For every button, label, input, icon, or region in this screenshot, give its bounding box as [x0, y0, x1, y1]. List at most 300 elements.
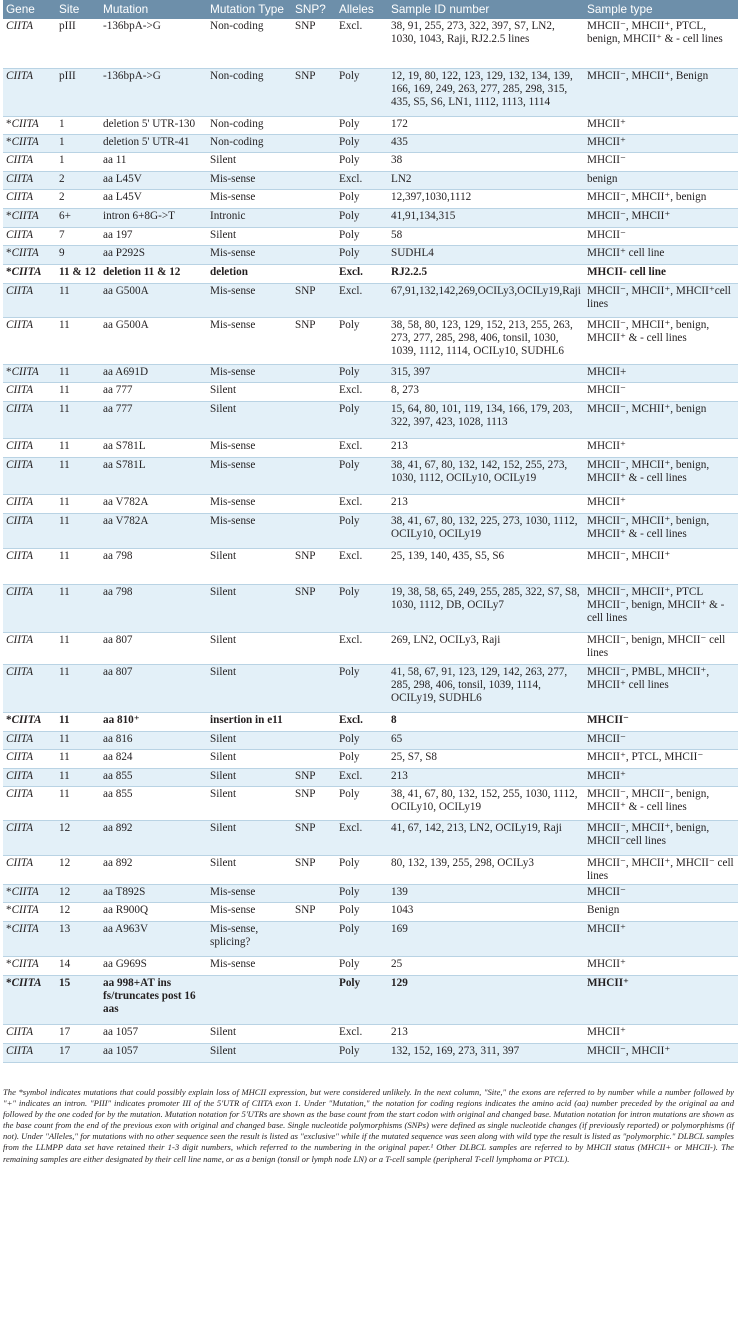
unlikely-marker: * — [6, 265, 12, 278]
header-mutation: Mutation — [100, 0, 207, 19]
cell-sample-type: MHCII⁻, MHCII⁺ — [584, 548, 738, 584]
cell-mutation: aa T892S — [100, 884, 207, 902]
header-alleles: Alleles — [336, 0, 388, 19]
cell-sample-type: MHCII⁺ cell line — [584, 245, 738, 264]
cell-mutation: intron 6+8G->T — [100, 208, 207, 227]
cell-mutation-type: Non-coding — [207, 68, 292, 116]
cell-gene — [3, 731, 56, 749]
cell-mutation: aa 816 — [100, 731, 207, 749]
cell-gene — [3, 283, 56, 317]
table-body — [3, 19, 738, 1062]
gene-name: CIITA — [11, 209, 39, 222]
cell-sample-type: MHCII⁻, benign, MHCII⁻ cell lines — [584, 632, 738, 664]
cell-alleles: Poly — [336, 227, 388, 245]
cell-gene — [3, 382, 56, 401]
cell-snp — [292, 749, 336, 768]
cell-sample-ids: 41, 58, 67, 91, 123, 129, 142, 263, 277, 285, 298, 406, tonsil, 1039, 1114, OCILy19, SUDHL6 — [388, 664, 584, 712]
cell-mutation: aa 798 — [100, 548, 207, 584]
gene-name: CIITA — [6, 769, 34, 782]
table-row — [3, 227, 738, 245]
cell-sample-ids: 25, 139, 140, 435, S5, S6 — [388, 548, 584, 584]
cell-snp — [292, 712, 336, 731]
table-row — [3, 664, 738, 712]
table-row — [3, 956, 738, 975]
table-row — [3, 264, 738, 283]
gene-name: CIITA — [6, 821, 34, 834]
cell-gene — [3, 513, 56, 548]
cell-sample-type: MHCII⁻ — [584, 712, 738, 731]
gene-name: CIITA — [6, 228, 34, 241]
cell-snp — [292, 457, 336, 494]
cell-alleles: Poly — [336, 317, 388, 364]
gene-name: CIITA — [6, 458, 34, 471]
table-row — [3, 382, 738, 401]
gene-name: CIITA — [11, 922, 39, 935]
cell-snp: SNP — [292, 283, 336, 317]
cell-mutation-type: Mis-sense — [207, 317, 292, 364]
cell-mutation: aa 824 — [100, 749, 207, 768]
cell-sample-ids: 38, 41, 67, 80, 132, 225, 273, 1030, 1112, OCILy10, OCILy19 — [388, 513, 584, 548]
cell-site: 11 — [56, 712, 100, 731]
cell-mutation-type: Mis-sense — [207, 902, 292, 921]
gene-name: CIITA — [6, 549, 34, 562]
cell-site: 11 — [56, 457, 100, 494]
cell-site: 17 — [56, 1024, 100, 1043]
cell-site: 9 — [56, 245, 100, 264]
cell-sample-type: MHCII⁻, MHCII⁺, MHCII⁺cell lines — [584, 283, 738, 317]
cell-sample-type: MHCII⁻, MHCII⁺, benign, MHCII⁺ & - cell lines — [584, 513, 738, 548]
cell-site: 11 — [56, 548, 100, 584]
cell-gene — [3, 208, 56, 227]
cell-mutation-type: Mis-sense — [207, 364, 292, 382]
cell-alleles: Poly — [336, 902, 388, 921]
cell-site: 11 — [56, 401, 100, 438]
cell-sample-ids: 169 — [388, 921, 584, 956]
cell-site: 11 — [56, 731, 100, 749]
cell-sample-ids: 269, LN2, OCILy3, Raji — [388, 632, 584, 664]
cell-snp — [292, 401, 336, 438]
cell-mutation-type: Mis-sense — [207, 956, 292, 975]
cell-alleles: Excl. — [336, 768, 388, 786]
cell-mutation: aa A963V — [100, 921, 207, 956]
gene-name: CIITA — [6, 190, 34, 203]
cell-alleles: Excl. — [336, 171, 388, 189]
cell-alleles: Excl. — [336, 494, 388, 513]
cell-snp: SNP — [292, 317, 336, 364]
cell-snp — [292, 264, 336, 283]
cell-mutation-type: Silent — [207, 855, 292, 884]
cell-mutation: aa A691D — [100, 364, 207, 382]
cell-sample-ids: 67,91,132,142,269,OCILy3,OCILy19,Raji — [388, 283, 584, 317]
gene-name: CIITA — [6, 787, 34, 800]
cell-alleles: Poly — [336, 457, 388, 494]
cell-mutation: aa 777 — [100, 401, 207, 438]
cell-mutation: aa 892 — [100, 820, 207, 855]
table-row — [3, 921, 738, 956]
table-row — [3, 283, 738, 317]
cell-sample-ids: 435 — [388, 134, 584, 152]
table-row — [3, 189, 738, 208]
cell-gene — [3, 438, 56, 457]
gene-name: CIITA — [11, 957, 39, 970]
cell-mutation-type — [207, 975, 292, 1024]
cell-mutation-type: Mis-sense — [207, 438, 292, 457]
cell-alleles: Poly — [336, 921, 388, 956]
cell-site: 7 — [56, 227, 100, 245]
cell-mutation: aa V782A — [100, 513, 207, 548]
cell-snp: SNP — [292, 820, 336, 855]
unlikely-marker: * — [6, 957, 12, 970]
cell-sample-type: MHCII⁺ — [584, 134, 738, 152]
cell-gene — [3, 749, 56, 768]
table-row — [3, 116, 738, 134]
cell-sample-type: MHCII⁺ — [584, 768, 738, 786]
table-row — [3, 855, 738, 884]
unlikely-marker: * — [6, 246, 12, 259]
cell-mutation-type: Silent — [207, 1024, 292, 1043]
unlikely-marker: * — [6, 976, 12, 989]
cell-sample-type: MHCII⁺ — [584, 1024, 738, 1043]
gene-name: CIITA — [11, 365, 39, 378]
cell-mutation: aa 777 — [100, 382, 207, 401]
cell-alleles: Poly — [336, 956, 388, 975]
table-row — [3, 749, 738, 768]
table-row — [3, 768, 738, 786]
cell-sample-type: MHCII⁻, MHCII⁺, Benign — [584, 68, 738, 116]
cell-alleles: Excl. — [336, 283, 388, 317]
cell-site: 11 & 12 — [56, 264, 100, 283]
unlikely-marker: * — [6, 903, 12, 916]
cell-gene — [3, 902, 56, 921]
cell-site: 11 — [56, 317, 100, 364]
cell-sample-type: MHCII⁺, PTCL, MHCII⁻ — [584, 749, 738, 768]
gene-name: CIITA — [6, 402, 34, 415]
table-row — [3, 245, 738, 264]
cell-gene — [3, 401, 56, 438]
cell-site: 12 — [56, 884, 100, 902]
cell-sample-type: MHCII⁻, MCHII⁺, benign — [584, 401, 738, 438]
cell-snp — [292, 731, 336, 749]
gene-name: CIITA — [6, 1025, 34, 1038]
cell-sample-type: MHCII⁺ — [584, 921, 738, 956]
cell-sample-ids: 38, 41, 67, 80, 132, 152, 255, 1030, 1112, OCILy10, OCILy19 — [388, 786, 584, 820]
cell-site: 12 — [56, 902, 100, 921]
cell-snp: SNP — [292, 768, 336, 786]
cell-site: 11 — [56, 768, 100, 786]
cell-mutation: aa 197 — [100, 227, 207, 245]
cell-site: pIII — [56, 19, 100, 68]
cell-mutation: aa 1057 — [100, 1024, 207, 1043]
cell-mutation: aa 11 — [100, 152, 207, 171]
cell-mutation-type: Mis-sense — [207, 513, 292, 548]
cell-snp: SNP — [292, 855, 336, 884]
cell-gene — [3, 364, 56, 382]
gene-name: CIITA — [6, 439, 34, 452]
cell-mutation: deletion 11 & 12 — [100, 264, 207, 283]
cell-alleles: Poly — [336, 731, 388, 749]
cell-sample-ids: 80, 132, 139, 255, 298, OCILy3 — [388, 855, 584, 884]
cell-mutation: deletion 5' UTR-41 — [100, 134, 207, 152]
unlikely-marker: * — [6, 117, 12, 130]
gene-name: CIITA — [6, 1044, 34, 1057]
unlikely-marker: * — [6, 885, 12, 898]
cell-mutation-type: Mis-sense — [207, 283, 292, 317]
cell-alleles: Poly — [336, 664, 388, 712]
cell-sample-type: MHCII⁻ — [584, 152, 738, 171]
cell-site: 13 — [56, 921, 100, 956]
cell-alleles: Poly — [336, 208, 388, 227]
cell-alleles: Poly — [336, 116, 388, 134]
cell-snp — [292, 632, 336, 664]
cell-sample-ids: 132, 152, 169, 273, 311, 397 — [388, 1043, 584, 1062]
cell-alleles: Excl. — [336, 1024, 388, 1043]
cell-sample-type: MHCII⁺ — [584, 438, 738, 457]
cell-gene — [3, 712, 56, 731]
cell-mutation: aa P292S — [100, 245, 207, 264]
cell-snp — [292, 1043, 336, 1062]
cell-mutation-type: Mis-sense — [207, 189, 292, 208]
cell-sample-ids: 213 — [388, 438, 584, 457]
cell-sample-ids: 38, 41, 67, 80, 132, 142, 152, 255, 273, 1030, 1112, OCILy10, OCILy19 — [388, 457, 584, 494]
header-snp: SNP? — [292, 0, 336, 19]
cell-mutation-type: Non-coding — [207, 134, 292, 152]
cell-sample-ids: 213 — [388, 494, 584, 513]
cell-mutation: aa 855 — [100, 768, 207, 786]
table-row — [3, 884, 738, 902]
gene-name: CIITA — [11, 903, 39, 916]
cell-snp — [292, 884, 336, 902]
cell-site: 1 — [56, 134, 100, 152]
cell-mutation-type: Intronic — [207, 208, 292, 227]
table-row — [3, 457, 738, 494]
cell-sample-ids: 8, 273 — [388, 382, 584, 401]
cell-site: 11 — [56, 382, 100, 401]
gene-name: CIITA — [6, 383, 34, 396]
table-row — [3, 152, 738, 171]
cell-sample-type: MHCII⁻, MHCII⁺, PTCL MHCII⁻, benign, MHCII⁺ & - cell lines — [584, 584, 738, 632]
mutation-table — [3, 0, 738, 1063]
cell-snp — [292, 152, 336, 171]
cell-sample-ids: 41, 67, 142, 213, LN2, OCILy19, Raji — [388, 820, 584, 855]
cell-alleles: Poly — [336, 975, 388, 1024]
gene-name: CIITA — [6, 633, 34, 646]
table-row — [3, 134, 738, 152]
cell-sample-type: MHCII⁻, MHCII⁺, benign, MHCII⁺ & - cell lines — [584, 317, 738, 364]
cell-snp — [292, 1024, 336, 1043]
cell-mutation-type: Silent — [207, 768, 292, 786]
unlikely-marker: * — [6, 209, 12, 222]
header-site: Site — [56, 0, 100, 19]
cell-sample-ids: 12,397,1030,1112 — [388, 189, 584, 208]
gene-name: CIITA — [6, 585, 34, 598]
cell-snp — [292, 438, 336, 457]
cell-site: 2 — [56, 171, 100, 189]
cell-site: 12 — [56, 855, 100, 884]
table-row — [3, 632, 738, 664]
cell-snp — [292, 134, 336, 152]
cell-sample-ids: 65 — [388, 731, 584, 749]
table-row — [3, 548, 738, 584]
cell-mutation: aa S781L — [100, 457, 207, 494]
cell-site: 11 — [56, 632, 100, 664]
cell-snp — [292, 189, 336, 208]
table-row — [3, 584, 738, 632]
table-row — [3, 317, 738, 364]
cell-site: 11 — [56, 664, 100, 712]
cell-alleles: Poly — [336, 364, 388, 382]
cell-mutation: aa R900Q — [100, 902, 207, 921]
cell-alleles: Poly — [336, 152, 388, 171]
cell-snp — [292, 364, 336, 382]
cell-sample-ids: 213 — [388, 768, 584, 786]
cell-gene — [3, 494, 56, 513]
table-row — [3, 820, 738, 855]
cell-alleles: Excl. — [336, 548, 388, 584]
cell-gene — [3, 921, 56, 956]
cell-site: pIII — [56, 68, 100, 116]
cell-sample-ids: 38, 58, 80, 123, 129, 152, 213, 255, 263, 273, 277, 285, 298, 406, tonsil, 1030, 1039, 1112, 1114, OCILy10, SUDHL6 — [388, 317, 584, 364]
cell-mutation-type: Silent — [207, 664, 292, 712]
table-row — [3, 364, 738, 382]
cell-alleles: Poly — [336, 189, 388, 208]
cell-snp — [292, 921, 336, 956]
cell-gene — [3, 664, 56, 712]
cell-alleles: Excl. — [336, 632, 388, 664]
cell-gene — [3, 1024, 56, 1043]
cell-sample-type: MHCII⁻, MHCII⁺, benign, MHCII⁻cell lines — [584, 820, 738, 855]
cell-gene — [3, 457, 56, 494]
cell-sample-ids: LN2 — [388, 171, 584, 189]
cell-mutation-type: Mis-sense — [207, 884, 292, 902]
gene-name: CIITA — [11, 976, 42, 989]
gene-name: CIITA — [6, 856, 34, 869]
cell-snp: SNP — [292, 902, 336, 921]
cell-sample-ids: 129 — [388, 975, 584, 1024]
cell-snp — [292, 382, 336, 401]
cell-alleles: Poly — [336, 401, 388, 438]
cell-alleles: Excl. — [336, 19, 388, 68]
cell-sample-type: MHCII⁺ — [584, 494, 738, 513]
cell-mutation: aa G500A — [100, 283, 207, 317]
cell-sample-ids: RJ2.2.5 — [388, 264, 584, 283]
cell-sample-type: MHCII⁻, MHCII⁺ — [584, 208, 738, 227]
table-row — [3, 208, 738, 227]
cell-mutation: aa 807 — [100, 632, 207, 664]
cell-site: 11 — [56, 438, 100, 457]
gene-name: CIITA — [6, 20, 34, 32]
cell-alleles: Excl. — [336, 820, 388, 855]
header-gene: Gene — [3, 0, 56, 19]
cell-mutation-type: Non-coding — [207, 116, 292, 134]
table-row — [3, 902, 738, 921]
cell-mutation: aa V782A — [100, 494, 207, 513]
cell-mutation: aa L45V — [100, 189, 207, 208]
gene-name: CIITA — [11, 246, 39, 259]
cell-gene — [3, 855, 56, 884]
gene-name: CIITA — [11, 265, 42, 278]
cell-sample-type: MHCII⁺ — [584, 956, 738, 975]
header-mutation-type: Mutation Type — [207, 0, 292, 19]
gene-name: CIITA — [6, 514, 34, 527]
cell-alleles: Poly — [336, 245, 388, 264]
table-row — [3, 401, 738, 438]
cell-sample-ids: 12, 19, 80, 122, 123, 129, 132, 134, 139, 166, 169, 249, 263, 277, 285, 298, 315, 435, S5, S6, LN1, 1112, 1113, 1114 — [388, 68, 584, 116]
gene-name: CIITA — [6, 495, 34, 508]
cell-snp — [292, 245, 336, 264]
unlikely-marker: * — [6, 713, 12, 726]
cell-sample-type: MHCII⁻, MHCII⁺, PTCL, benign, MHCII⁺ & - cell lines — [584, 19, 738, 68]
cell-gene — [3, 171, 56, 189]
cell-sample-type: MHCII⁻ — [584, 884, 738, 902]
cell-mutation-type: Silent — [207, 786, 292, 820]
cell-snp: SNP — [292, 68, 336, 116]
cell-sample-ids: 172 — [388, 116, 584, 134]
cell-sample-ids: 41,91,134,315 — [388, 208, 584, 227]
table-row — [3, 975, 738, 1024]
cell-site: 15 — [56, 975, 100, 1024]
unlikely-marker: * — [6, 365, 12, 378]
cell-sample-ids: SUDHL4 — [388, 245, 584, 264]
cell-site: 11 — [56, 786, 100, 820]
cell-mutation-type: Mis-sense — [207, 245, 292, 264]
cell-gene — [3, 134, 56, 152]
cell-snp: SNP — [292, 786, 336, 820]
cell-mutation-type: Silent — [207, 632, 292, 664]
cell-gene — [3, 19, 56, 68]
cell-site: 11 — [56, 494, 100, 513]
gene-name: CIITA — [11, 885, 39, 898]
cell-alleles: Poly — [336, 749, 388, 768]
cell-gene — [3, 116, 56, 134]
cell-gene — [3, 768, 56, 786]
cell-alleles: Poly — [336, 884, 388, 902]
cell-gene — [3, 1043, 56, 1062]
cell-alleles: Excl. — [336, 382, 388, 401]
cell-mutation: aa L45V — [100, 171, 207, 189]
cell-alleles: Excl. — [336, 712, 388, 731]
cell-mutation: aa 810⁺ — [100, 712, 207, 731]
cell-sample-type: MHCII⁺ — [584, 116, 738, 134]
table-row — [3, 731, 738, 749]
cell-gene — [3, 245, 56, 264]
table-row — [3, 1043, 738, 1062]
cell-site: 1 — [56, 152, 100, 171]
cell-snp: SNP — [292, 548, 336, 584]
cell-sample-type: MHCII⁻, MHCII⁺, benign — [584, 189, 738, 208]
cell-mutation: aa 892 — [100, 855, 207, 884]
cell-sample-type: MHCII⁻, MHCII⁺ — [584, 1043, 738, 1062]
cell-site: 2 — [56, 189, 100, 208]
cell-site: 14 — [56, 956, 100, 975]
cell-sample-ids: 315, 397 — [388, 364, 584, 382]
cell-mutation: aa 798 — [100, 584, 207, 632]
unlikely-marker: * — [6, 922, 12, 935]
cell-sample-ids: 25, S7, S8 — [388, 749, 584, 768]
cell-gene — [3, 884, 56, 902]
table-row — [3, 513, 738, 548]
cell-gene — [3, 584, 56, 632]
cell-mutation: aa 807 — [100, 664, 207, 712]
cell-mutation-type: Mis-sense — [207, 171, 292, 189]
unlikely-marker: * — [6, 135, 12, 148]
cell-mutation: -136bpA->G — [100, 19, 207, 68]
cell-snp — [292, 956, 336, 975]
cell-alleles: Poly — [336, 134, 388, 152]
cell-site: 11 — [56, 749, 100, 768]
cell-mutation: aa 855 — [100, 786, 207, 820]
table-row — [3, 171, 738, 189]
cell-sample-type: MHCII⁻ — [584, 382, 738, 401]
